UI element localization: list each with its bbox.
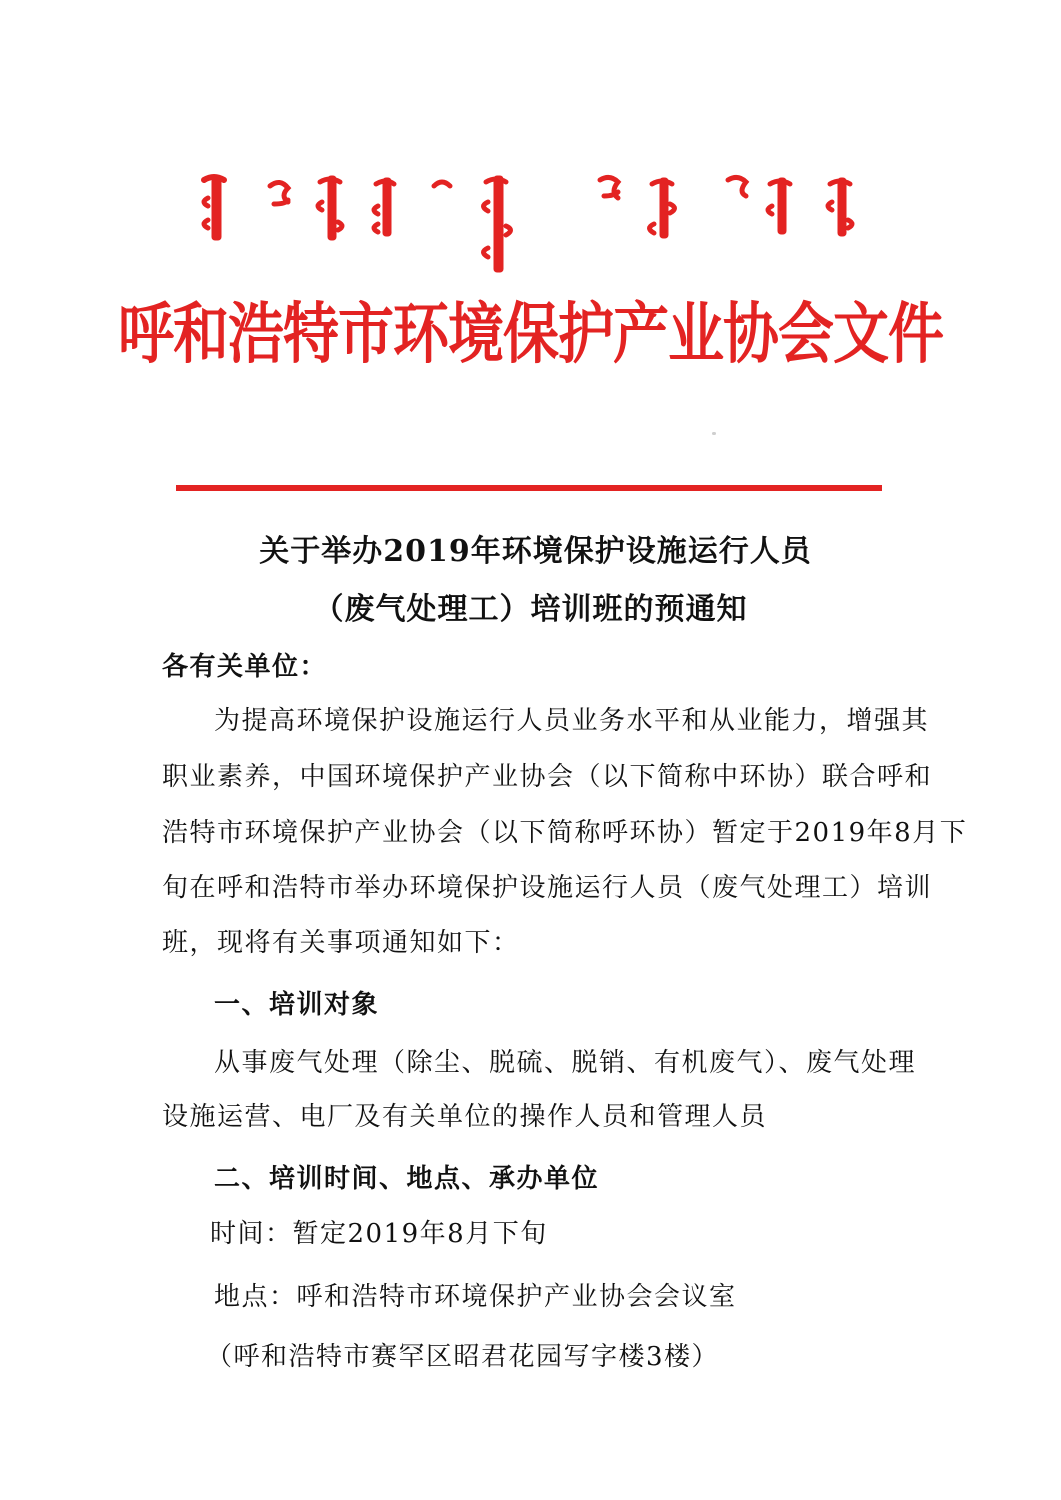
training-place: 地点：呼和浩特市环境保护产业协会会议室	[214, 1282, 737, 1312]
letterhead-divider	[176, 485, 882, 491]
section-1-body-line: 从事废气处理（除尘、脱硫、脱销、有机废气）、废气处理	[214, 1048, 917, 1078]
mongolian-script-header	[190, 168, 880, 280]
document-title-line-1: 关于举办2019年环境保护设施运行人员	[259, 534, 812, 569]
intro-line: 职业素养，中国环境保护产业协会（以下简称中环协）联合呼和	[162, 762, 933, 792]
intro-line: 为提高环境保护设施运行人员业务水平和从业能力，增强其	[214, 706, 930, 736]
section-2-heading: 二、培训时间、地点、承办单位	[214, 1164, 600, 1194]
salutation: 各有关单位：	[162, 652, 328, 682]
section-1-heading: 一、培训对象	[214, 990, 380, 1020]
training-time: 时间：暂定2019年8月下旬	[210, 1219, 548, 1249]
training-address: （呼和浩特市赛罕区昭君花园写字楼3楼）	[206, 1342, 720, 1372]
intro-line: 班，现将有关事项通知如下：	[162, 928, 520, 958]
org-letterhead-title: 呼和浩特市环境保护产业协会文件	[118, 296, 943, 373]
section-1-body-line: 设施运营、电厂及有关单位的操作人员和管理人员	[162, 1102, 768, 1132]
document-title-line-2: （废气处理工）培训班的预通知	[313, 592, 748, 627]
scan-speck	[712, 432, 716, 435]
intro-line: 浩特市环境保护产业协会（以下简称呼环协）暂定于2019年8月下	[162, 818, 968, 848]
intro-line: 旬在呼和浩特市举办环境保护设施运行人员（废气处理工）培训	[162, 873, 933, 903]
